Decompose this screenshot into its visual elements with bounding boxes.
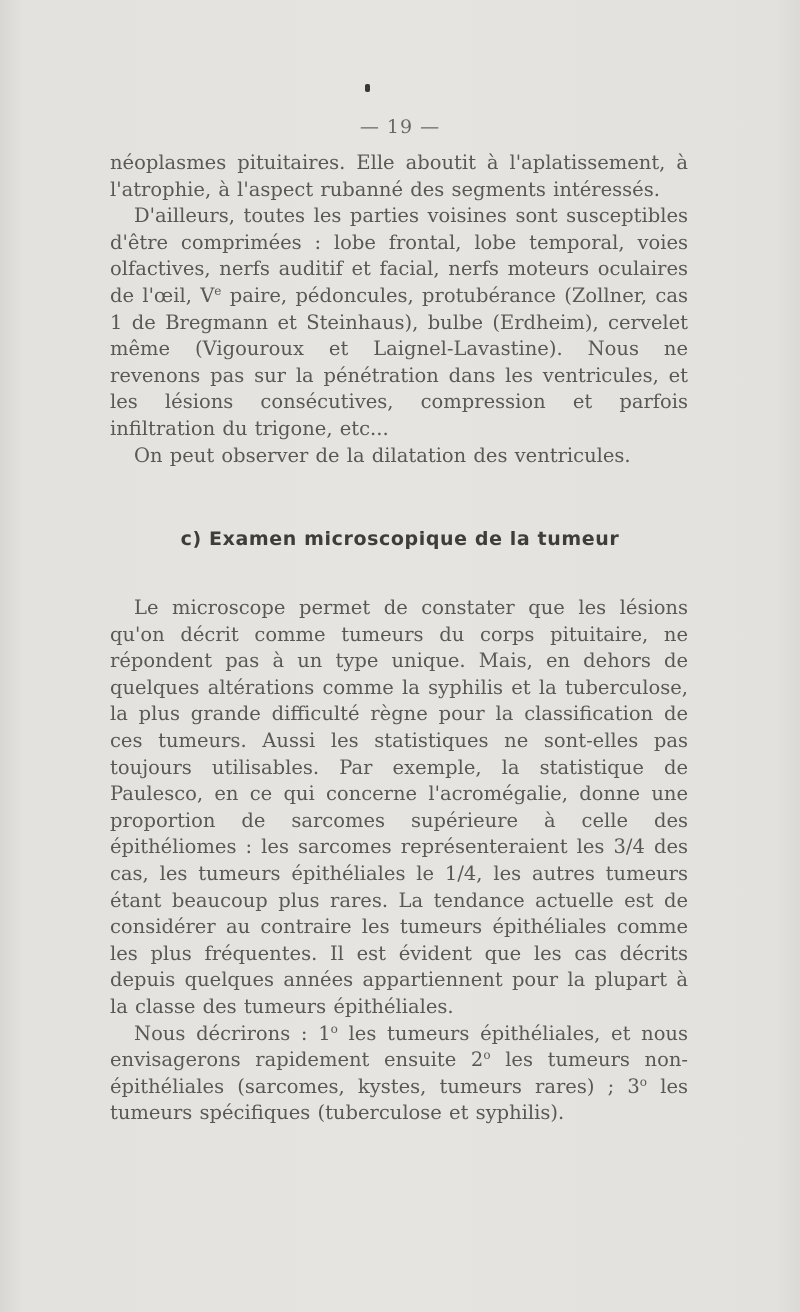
paragraph: D'ailleurs, toutes les parties voisines sont susceptibles d'être comprimées : lobe frontal, lobe temporal, voies olfactives, nerfs auditif et facial, nerfs moteurs oculaires de l'œil, Ve paire, pédoncules, protubérance (Zollner, cas 1 de Bregmann et Steinhaus), bulbe (Erdheim), cervelet même (Vigouroux et Laignel-Lavastine). Nous ne revenons pas sur la pénétration dans les ventricules, et les lésions consécutives, compression et parfois infiltration du trigone, etc... [110,204,688,440]
ink-speck [365,84,370,92]
superscript: o [639,1074,648,1089]
superscript: e [214,283,222,298]
section-heading: c) Examen microscopique de la tumeur [180,528,620,550]
paragraph: Le microscope permet de constater que les lésions qu'on décrit comme tumeurs du corps pituitaire, ne répondent pas à un type unique. Mais, en dehors de quelques altérations comme la syphilis et la tuberculose, la plus grande difficulté règne pour la classification de ces tumeurs. Aussi les statistiques ne sont-elles pas toujours utilisables. Par exemple, la statistique de Paulesco, en ce qui concerne l'acromégalie, donne une proportion de sarcomes supérieure à celle des épithéliomes : les sarcomes représenteraient les 3/4 des cas, les tumeurs épithéliales le 1/4, les autres tumeurs étant beaucoup plus rares. La tendance actuelle est de considérer au contraire les tumeurs épithéliales comme les plus fréquentes. Il est évident que les cas décrits depuis quelques années appartiennent pour la plupart à la classe des tumeurs épithéliales. [110,596,688,1018]
superscript: o [330,1021,338,1036]
text-block-lower [110,595,688,1127]
paragraph: Nous décrirons : 1$^o$ les tumeurs épithéliales, et nous envisagerons rapidement ensuite 2$^o$ les tumeurs non-épithéliales (sarcomes, kystes, tumeurs rares) ; 3$^o$ les tumeurs spécifiques (tuberculose et syphilis). [110,1021,689,1125]
text-block-upper [110,150,688,469]
paragraph: On peut observer de la dilatation des ventricules. [134,443,631,467]
page-number: — 19 — [359,116,441,138]
superscript: o [483,1048,491,1063]
paragraph: néoplasmes pituitaires. Elle aboutit à l'aplatissement, à l'atrophie, à l'aspect rubanné des segments intéressés. [110,151,688,201]
